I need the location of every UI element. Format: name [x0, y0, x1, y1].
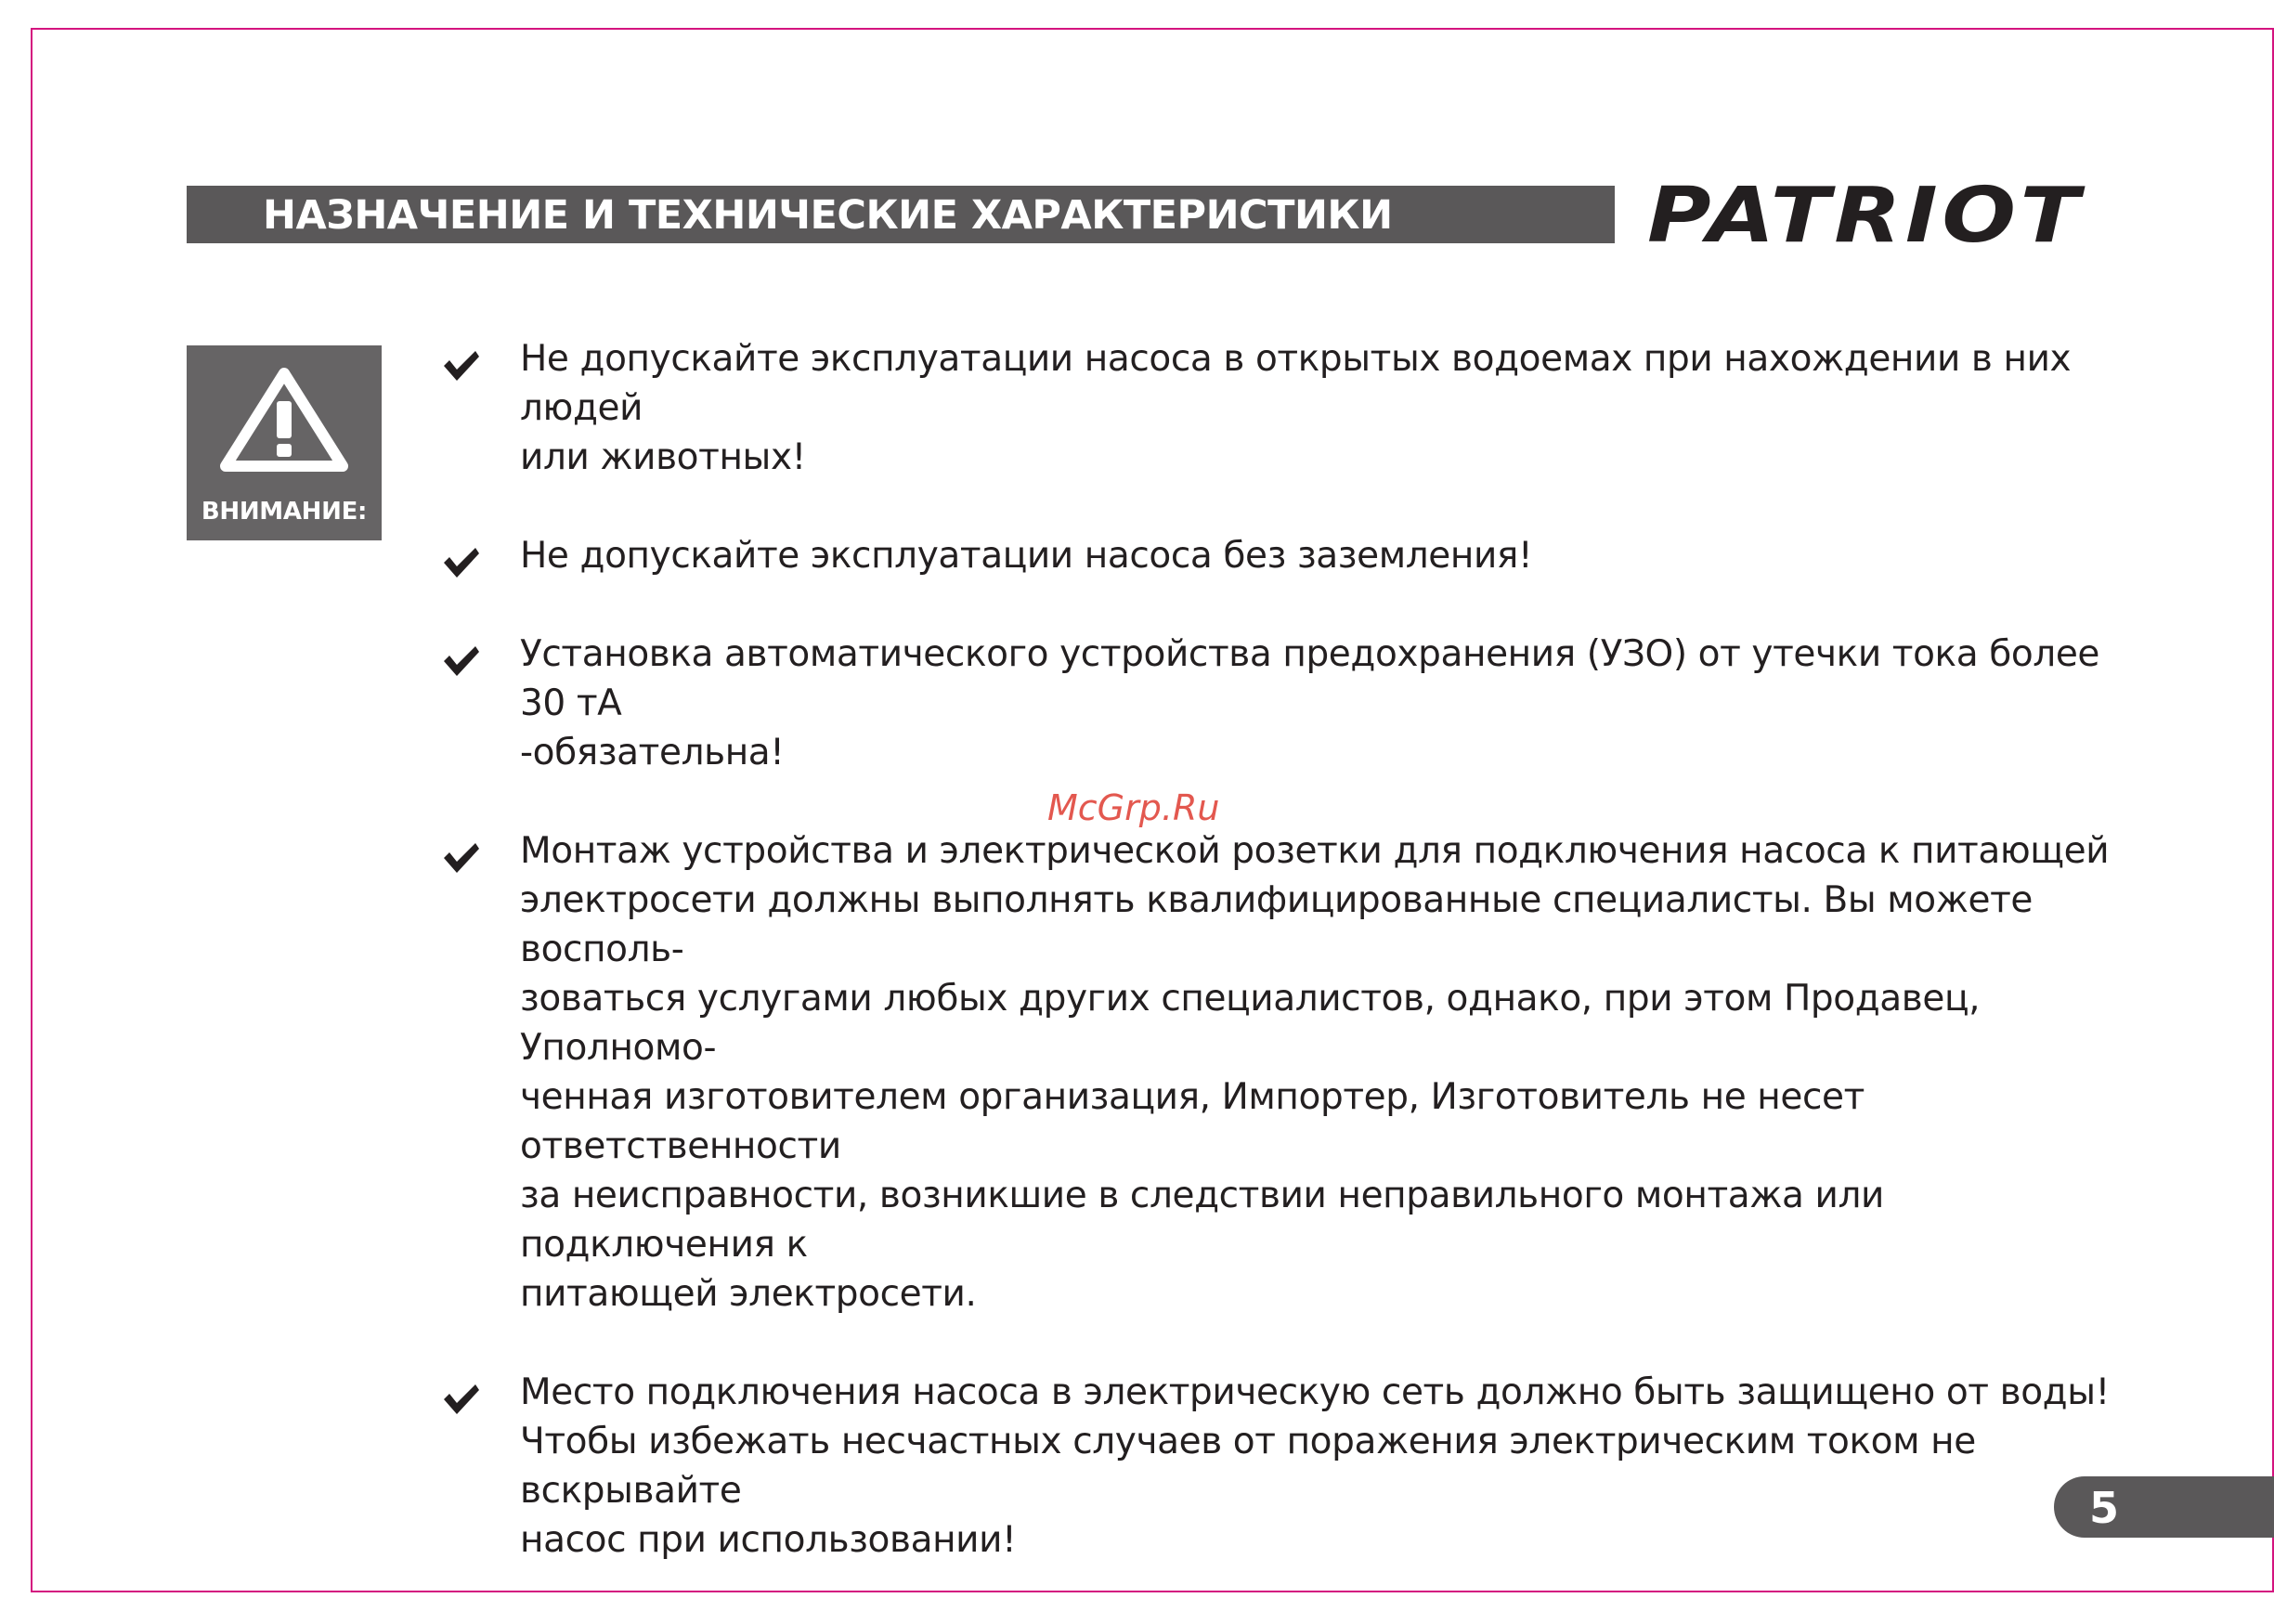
- list-item-text: Монтаж устройства и электрической розетки для подключения насоса к питающей электросети должны выполнять квалифицированные специалисты. Вы можете восполь- зоваться услугами любых других специалистов, однако, при этом Продавец, Уполномо- ченная изготовителем организация, Импортер, Изготовитель не несет ответственности за неисправности, возникшие в следствии неправильного монтажа или подключения к питающей электросети.: [520, 830, 2110, 1315]
- section-title: НАЗНАЧЕНИЕ И ТЕХНИЧЕСКИЕ ХАРАКТЕРИСТИКИ: [263, 192, 1393, 239]
- warning-badge: [187, 345, 382, 540]
- list-item: [442, 826, 2113, 1319]
- brand-wordmark: PATRIOT: [1647, 180, 2086, 249]
- list-item-text: Место подключения насоса в электрическую сеть должно быть защищено от воды! Чтобы избежать несчастных случаев от поражения электрическим током не вскрывайте насос при использовании!: [520, 1371, 2110, 1561]
- list-item-text: Установка автоматического устройства предохранения (УЗО) от утечки тока более 30 тА -обязательна!: [520, 633, 2100, 773]
- warning-triangle-icon: [218, 366, 350, 475]
- checkmark-icon: [442, 644, 481, 678]
- warning-label: ВНИМАНИЕ:: [201, 498, 368, 526]
- checkmark-icon: [442, 841, 481, 875]
- list-item: [442, 334, 2113, 482]
- safety-instructions-list: [442, 334, 2113, 1614]
- list-item: [442, 1368, 2113, 1565]
- checkmark-icon: [442, 349, 481, 383]
- list-item-text: Не допускайте эксплуатации насоса без заземления!: [520, 535, 1533, 577]
- page-number: 5: [2089, 1483, 2120, 1533]
- page-number-tab: [2054, 1476, 2274, 1538]
- list-item: [442, 531, 2113, 580]
- checkmark-icon: [442, 1383, 481, 1416]
- section-header-bar: [187, 186, 1615, 243]
- watermark: McGrp.Ru: [1047, 787, 1220, 828]
- list-item-text: Не допускайте эксплуатации насоса в открытых водоемах при нахождении в них людей или животных!: [520, 338, 2072, 478]
- checkmark-icon: [442, 546, 481, 579]
- list-item: [442, 630, 2113, 777]
- patriot-logo: [1644, 180, 2089, 249]
